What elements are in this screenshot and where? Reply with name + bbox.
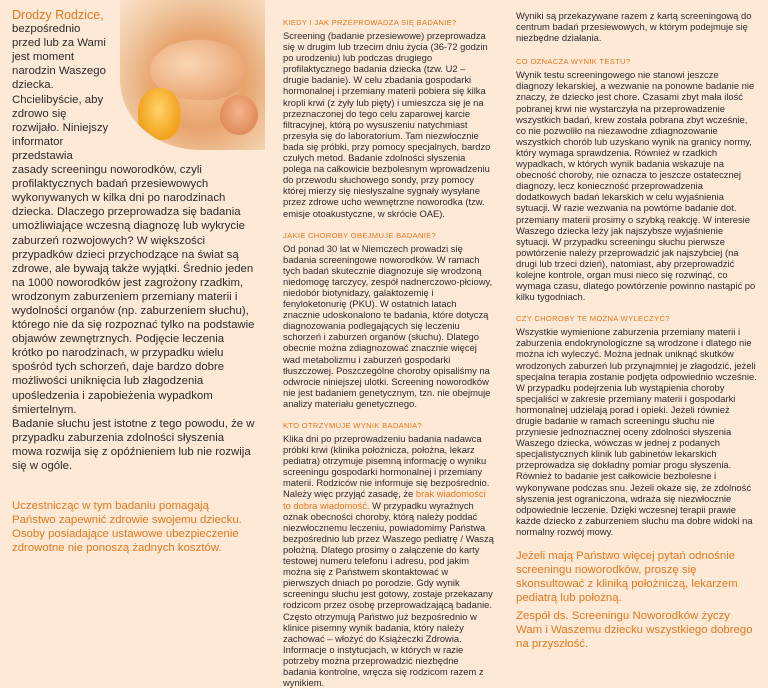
closing-wishes: Zespół ds. Screeningu Noworodków życzy Wam i Waszemu dziecku wszystkiego dobrego na przyszłość. <box>516 610 753 651</box>
intro-body: zasady screeningu noworodków, czyli profilaktycznych badań przesiewowych wykonywanych w kilka dni po narodzinach dziecka. Dlaczego przeprowadza się badania umożliwiające wczesną diagnozę lub wykrycie zaburzeń rozwojowych? W większości przypadków dzieci przychodzące na świat są zdrowe, ale bywają także wyjątki. Średnio jeden na 1000 noworodków jest zagrożony rzadkim, wrodzonym zaburzeniem przemiany materii i wydolności organów (np. zaburzeniem słuchu), którego nie da się rozpoznać tylko na podstawie objawów zewnętrznych. Podjęcie leczenia krótko po narodzinach, w przypadku wielu spośród tych schorzeń, daje bardzo dobre możliwości uniknięcia lub złagodzenia upośledzenia i zapobieżenia wypadkom śmiertelnym. <box>12 164 255 416</box>
section-result-meaning <box>516 57 758 302</box>
section-heading: CO OZNACZA WYNIK TESTU? <box>516 57 631 67</box>
column-intro <box>0 0 265 555</box>
section-heading: JAKIE CHOROBY OBEJMUJE BADANIE? <box>283 230 437 240</box>
section-curable <box>516 314 758 537</box>
section-who-gets-result <box>283 421 494 688</box>
section-text-b: W przypadku wyraźnych oznak obecności choroby, którą należy poddać niezwłocznemu leczeniu, powiadomimy Państwa bezpośrednio lub przez Waszego pediatrę / Waszą położną. Dlatego prosimy o załączenie do karty testowej numeru telefonu i adresu, pod jakim można się z Państwem skontaktować w pierwszych dniach po porodzie. Gdy wynik screeningu słuchu jest gotowy, zostaje przekazany rodzicom przez osobę przeprowadzającą badanie. Często otrzymują Państwo już bezpośrednio w klinice pisemny wynik badania, który należy zachować – włożyć do Książeczki Zdrowia. Informacje o instytucjach, w których w razie potrzeby można przeprowadzić niezbędne badania kontrolne, wręcza się rodzicom razem z wynikiem. <box>283 499 494 688</box>
section-heading: CZY CHOROBY TE MOŻNA WYLECZYĆ? <box>516 314 670 324</box>
intro-end: Badanie słuchu jest istotne z tego powodu, że w przypadku zaburzenia zdolności słyszenia mowa rozwija się z opóźnieniem lub nie rozwija się w ogóle. <box>12 417 255 472</box>
section-text <box>283 433 494 688</box>
section-text-a: Klika dni po przeprowadzeniu badania nadawca próbki krwi (klinika położnicza, położna, lekarz pediatra) otrzymuje pisemną informację o wyniku screeningu gospodarki hormonalnej i przemiany materii. Rodziców nie informuje się bezpośrednio. Należy więc przyjąć zasadę, że <box>283 433 490 500</box>
intro-narrow: bezpośrednio przed lub za Wami jest moment narodzin Waszego dziecka. Chcielibyście, aby zdrowo się rozwijało. Niniejszy informator przedstawia <box>12 23 109 162</box>
section-when-how <box>283 18 494 219</box>
column-results <box>502 0 768 651</box>
section-diseases <box>283 231 494 409</box>
section-heading: KIEDY I JAK PRZEPROWADZA SIĘ BADANIE? <box>283 18 457 27</box>
greeting: Drodzy Rodzice, <box>12 8 104 22</box>
section-text: Screening (badanie przesiewowe) przeprowadza się w drugim lub trzecim dniu życia (36-72 godzin po urodzeniu) lub podczas drugiego profilaktycznego badania dziecka (tzw. U2 – drugie badanie). W celu zbadania gospodarki hormonalnej i przemiany materii pobiera się kilka kropli krwi (z żyły lub pięty) i umieszcza się je na przeznaczonej do tego celu zaparowej karcie filtracyjnej, którą po wysuszeniu natychmiast przesyła się do laboratorium. Tam niezwłocznie bada się próbki, przy pomocy specjalnych, bardzo czułych metod. Badanie zdolności słyszenia polega na całkowicie bezbolesnym wprowadzeniu do przewodu słuchowego sondy, przy pomocy której mierzy się niesłyszalne sygnały wysyłane przez zdrowe ucho wewnętrzne noworodka (tzw. emisje otoakustyczne, w skrócie OAE). <box>283 30 491 219</box>
toy-ball-shape <box>220 95 258 135</box>
toy-duck-shape <box>138 88 180 140</box>
section-heading: KTO OTRZYMUJE WYNIK BADANIA? <box>283 421 423 430</box>
section-text: Wszystkie wymienione zaburzenia przemiany materii i zaburzenia endokrynologiczne są wrodzone i dlatego nie można ich wyleczyć. Można jednak uniknąć skutków wrodzonych zaburzeń lub przynajmniej je złagodzić, jeżeli specjalna terapia zostanie podjęta odpowiednio wcześnie. W przypadku podejrzenia lub wystąpienia choroby specjaliści w zakresie przemiany materii i gospodarki hormonalnej udzielają porad i opieki. Jeżeli również drugie badanie w ramach screeningu słuchu nie przyniesie jednoznacznej oceny zdolności słyszenia Waszego dziecka, wówczas w jednej z podanych specjalistycznych klinik lub gabinetów lekarskich przeprowadza się dokładny pomiar progu słyszenia. Również to badanie jest całkowicie bezbolesne i wykonywane podczas snu. Jeżeli okaże się, że zdolność słyszenia jest ograniczona, wdraża się niezwłocznie odpowiednie leczenie. Dzięki wczesnej terapii prawie każde dziecko z zaburzeniem słuchu ma dobre widoki na normalny rozwój mowy. <box>516 326 757 537</box>
section-text: Od ponad 30 lat w Niemczech prowadzi się badania screeningowe noworodków. W ramach tych badań skutecznie diagnozuje się wrodzoną niedomogę tarczycy, zespół nadnerczowo-płciowy, niedobór biotynidazy, galaktozemię i fenyloketonurię (PKU). W ostatnich latach znacznie udoskonalono te badania, które dotyczą diagnozowania podlegających się leczeniu schorzeń i zaburzeń organów (słuchu). Dlatego obecnie można zdiagnozować znacznie więcej wad metabolizmu i zaburzeń gospodarki tłuszczowej. Poszczególne choroby opisaliśmy na odwrocie niniejszej ulotki. Screening noworodków nie jest badaniem genetycznym, tzn. nie obejmuje analizy materiału genetycznego. <box>283 242 493 409</box>
baby-photo <box>120 0 265 150</box>
column-procedure <box>265 0 502 688</box>
section-text: Wynik testu screeningowego nie stanowi jeszcze diagnozy lekarskiej, a wezwanie na ponowne badanie nie znaczy, że dziecko jest chore. Czasami zbyt mała ilość pobranej krwi nie wystarczyła na przeprowadzenie wszystkich badań, krew została pobrana zbyt wcześnie, co nie pozwoliło na niezawodne zdiagnozowanie wszystkich chorób lub uzyskano wynik na granicy normy, który wymaga sprawdzenia. Również w rzadkich wypadkach, w których wynik badania wskazuje na obecność choroby, nie oznacza to jeszcze ostatecznej diagnozy, lecz konieczność przeprowadzenia dodatkowych badań lekarskich w celu wyjaśnienia sytuacji. W razie wezwania na powtórne badanie dot. przemiany materii prosimy o szybką reakcję. W interesie Waszego dziecka leży jak najszybsze wyjaśnienie sytuacji. W przypadku screeningu słuchu pierwsze powtórzenie należy przeprowadzić jak najszybciej (na drugi lub trzeci dzień), natomiast, aby przeprowadzić kolejne kontrole, organ musi nieco się rozwinąć, co wymaga czasu, dlatego powtórzenie powinno nastąpić po kilku tygodniach. <box>516 69 756 303</box>
closing-questions: Jeżeli mają Państwo więcej pytań odnośnie screeningu noworodków, proszę się skonsultować z kliniką położniczą, lekarzem pediatrą lub położną. <box>516 550 738 605</box>
cost-note: Uczestnicząc w tym badaniu pomagają Państwo zapewnić zdrowie swojemu dziecku. Osoby posiadające ustawowe ubezpieczenie zdrowotne nie ponoszą żadnych kosztów. <box>12 500 242 555</box>
highlight-no-news: brak wiadomości to dobra wiadomość. <box>283 488 486 511</box>
results-forwarding-text: Wyniki są przekazywane razem z kartą screeningową do centrum badań przesiewowych, w którym podejmuje się niezbędne działania. <box>516 10 752 44</box>
